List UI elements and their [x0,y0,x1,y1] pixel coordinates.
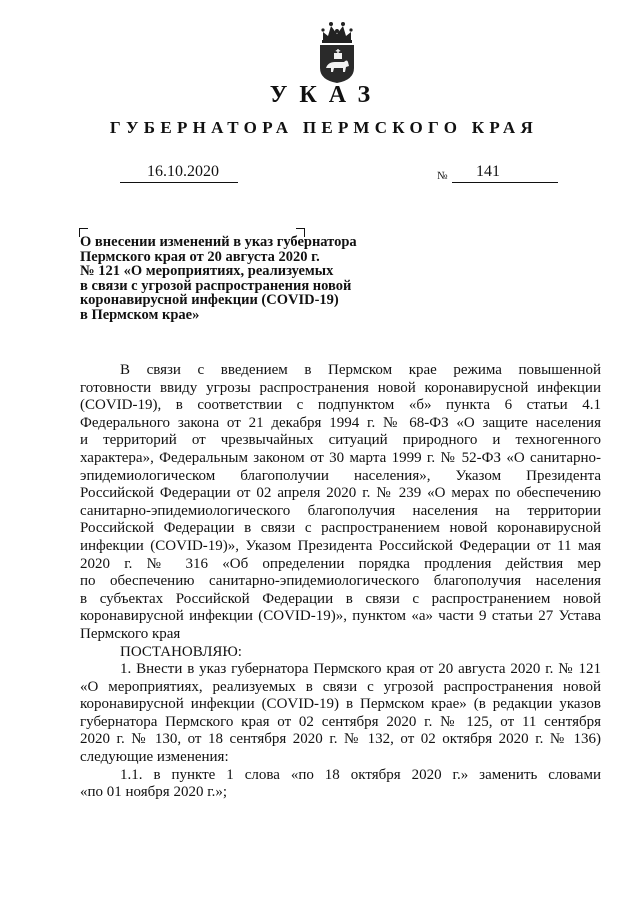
body-line: 1.1. в пункте 1 слова «по 18 октября 2020 г.» заменить словами [120,766,601,783]
heading-line: в Пермском крае» [80,306,200,323]
coat-of-arms-icon [317,14,357,84]
body-line: 2020 г. № 316 «Об определении порядка продления действия мер [80,555,601,572]
issuer-title: ГУБЕРНАТОРА ПЕРМСКОГО КРАЯ [109,118,539,137]
body-line: характера», Федеральным законом от 30 марта 1999 г. № 52-ФЗ «О санитарно- [80,449,601,466]
body-line: инфекции (COVID-19)», Указом Президента Российской Федерации от 11 мая [80,537,601,554]
body-line: готовности ввиду угрозы распространения новой коронавирусной инфекции [80,379,601,396]
body-line: коронавирусной инфекции (COVID-19)», пунктом «а» части 9 статьи 27 Устава [80,608,601,625]
decree-title: УКАЗ [269,82,383,108]
body-line: 2020 г. № 130, от 18 сентября 2020 г. № 132, от 02 октября 2020 г. № 136) [80,731,601,748]
body-line: и территорий от чрезвычайных ситуаций природного и техногенного [80,432,601,449]
heading-line: № 121 «О мероприятиях, реализуемых [80,263,334,279]
body-line: «по 01 ноября 2020 г.»; [80,784,228,801]
heading-line: коронавирусной инфекции (COVID-19) [80,292,339,308]
body-line: санитарно-эпидемиологического благополучия населения на территории [80,502,601,519]
decree-number: 141 [452,162,558,183]
heading-line: в связи с угрозой распространения новой [80,277,352,294]
decree-resolution: ПОСТАНОВЛЯЮ: [120,643,242,660]
number-sign: № [437,170,448,182]
body-line: (COVID-19), в соответствии с подпунктом «б» пункта 6 статьи 4.1 [80,397,601,414]
body-line: 1. Внести в указ губернатора Пермского края от 20 августа 2020 г. № 121 [120,661,601,678]
body-line: следующие изменения: [80,749,229,766]
body-line: губернатора Пермского края от 02 сентября 2020 г. № 125, от 11 сентября [80,713,601,730]
body-line: Федерального закона от 21 декабря 1994 г. № 68-ФЗ «О защите населения [80,414,601,431]
decree-heading [80,235,380,322]
heading-line: Пермского края от 20 августа 2020 г. [80,248,320,265]
body-line: Российской Федерации в связи с распространением новой коронавирусной [80,520,601,537]
decree-body [80,362,601,802]
body-line: коронавирусной инфекции (COVID-19) в Пермском крае» (в редакции указов [80,696,601,713]
heading-line: О внесении изменений в указ губернатора [80,234,357,250]
body-line: Российской Федерации от 02 апреля 2020 г. № 239 «О мерах по обеспечению [80,485,601,502]
body-line: по обеспечению санитарно-эпидемиологического благополучия населения [80,573,601,590]
body-line: «О мероприятиях, реализуемых в связи с угрозой распространения новой [80,678,601,695]
body-line: Пермского края [80,625,181,642]
body-line: В связи с введением в Пермском крае режима повышенной [120,362,601,378]
decree-date: 16.10.2020 [120,162,238,183]
body-line: в субъектах Российской Федерации в связи с распространением новой [80,590,601,607]
body-line: эпидемиологическом благополучии населения», Указом Президента [80,467,601,484]
